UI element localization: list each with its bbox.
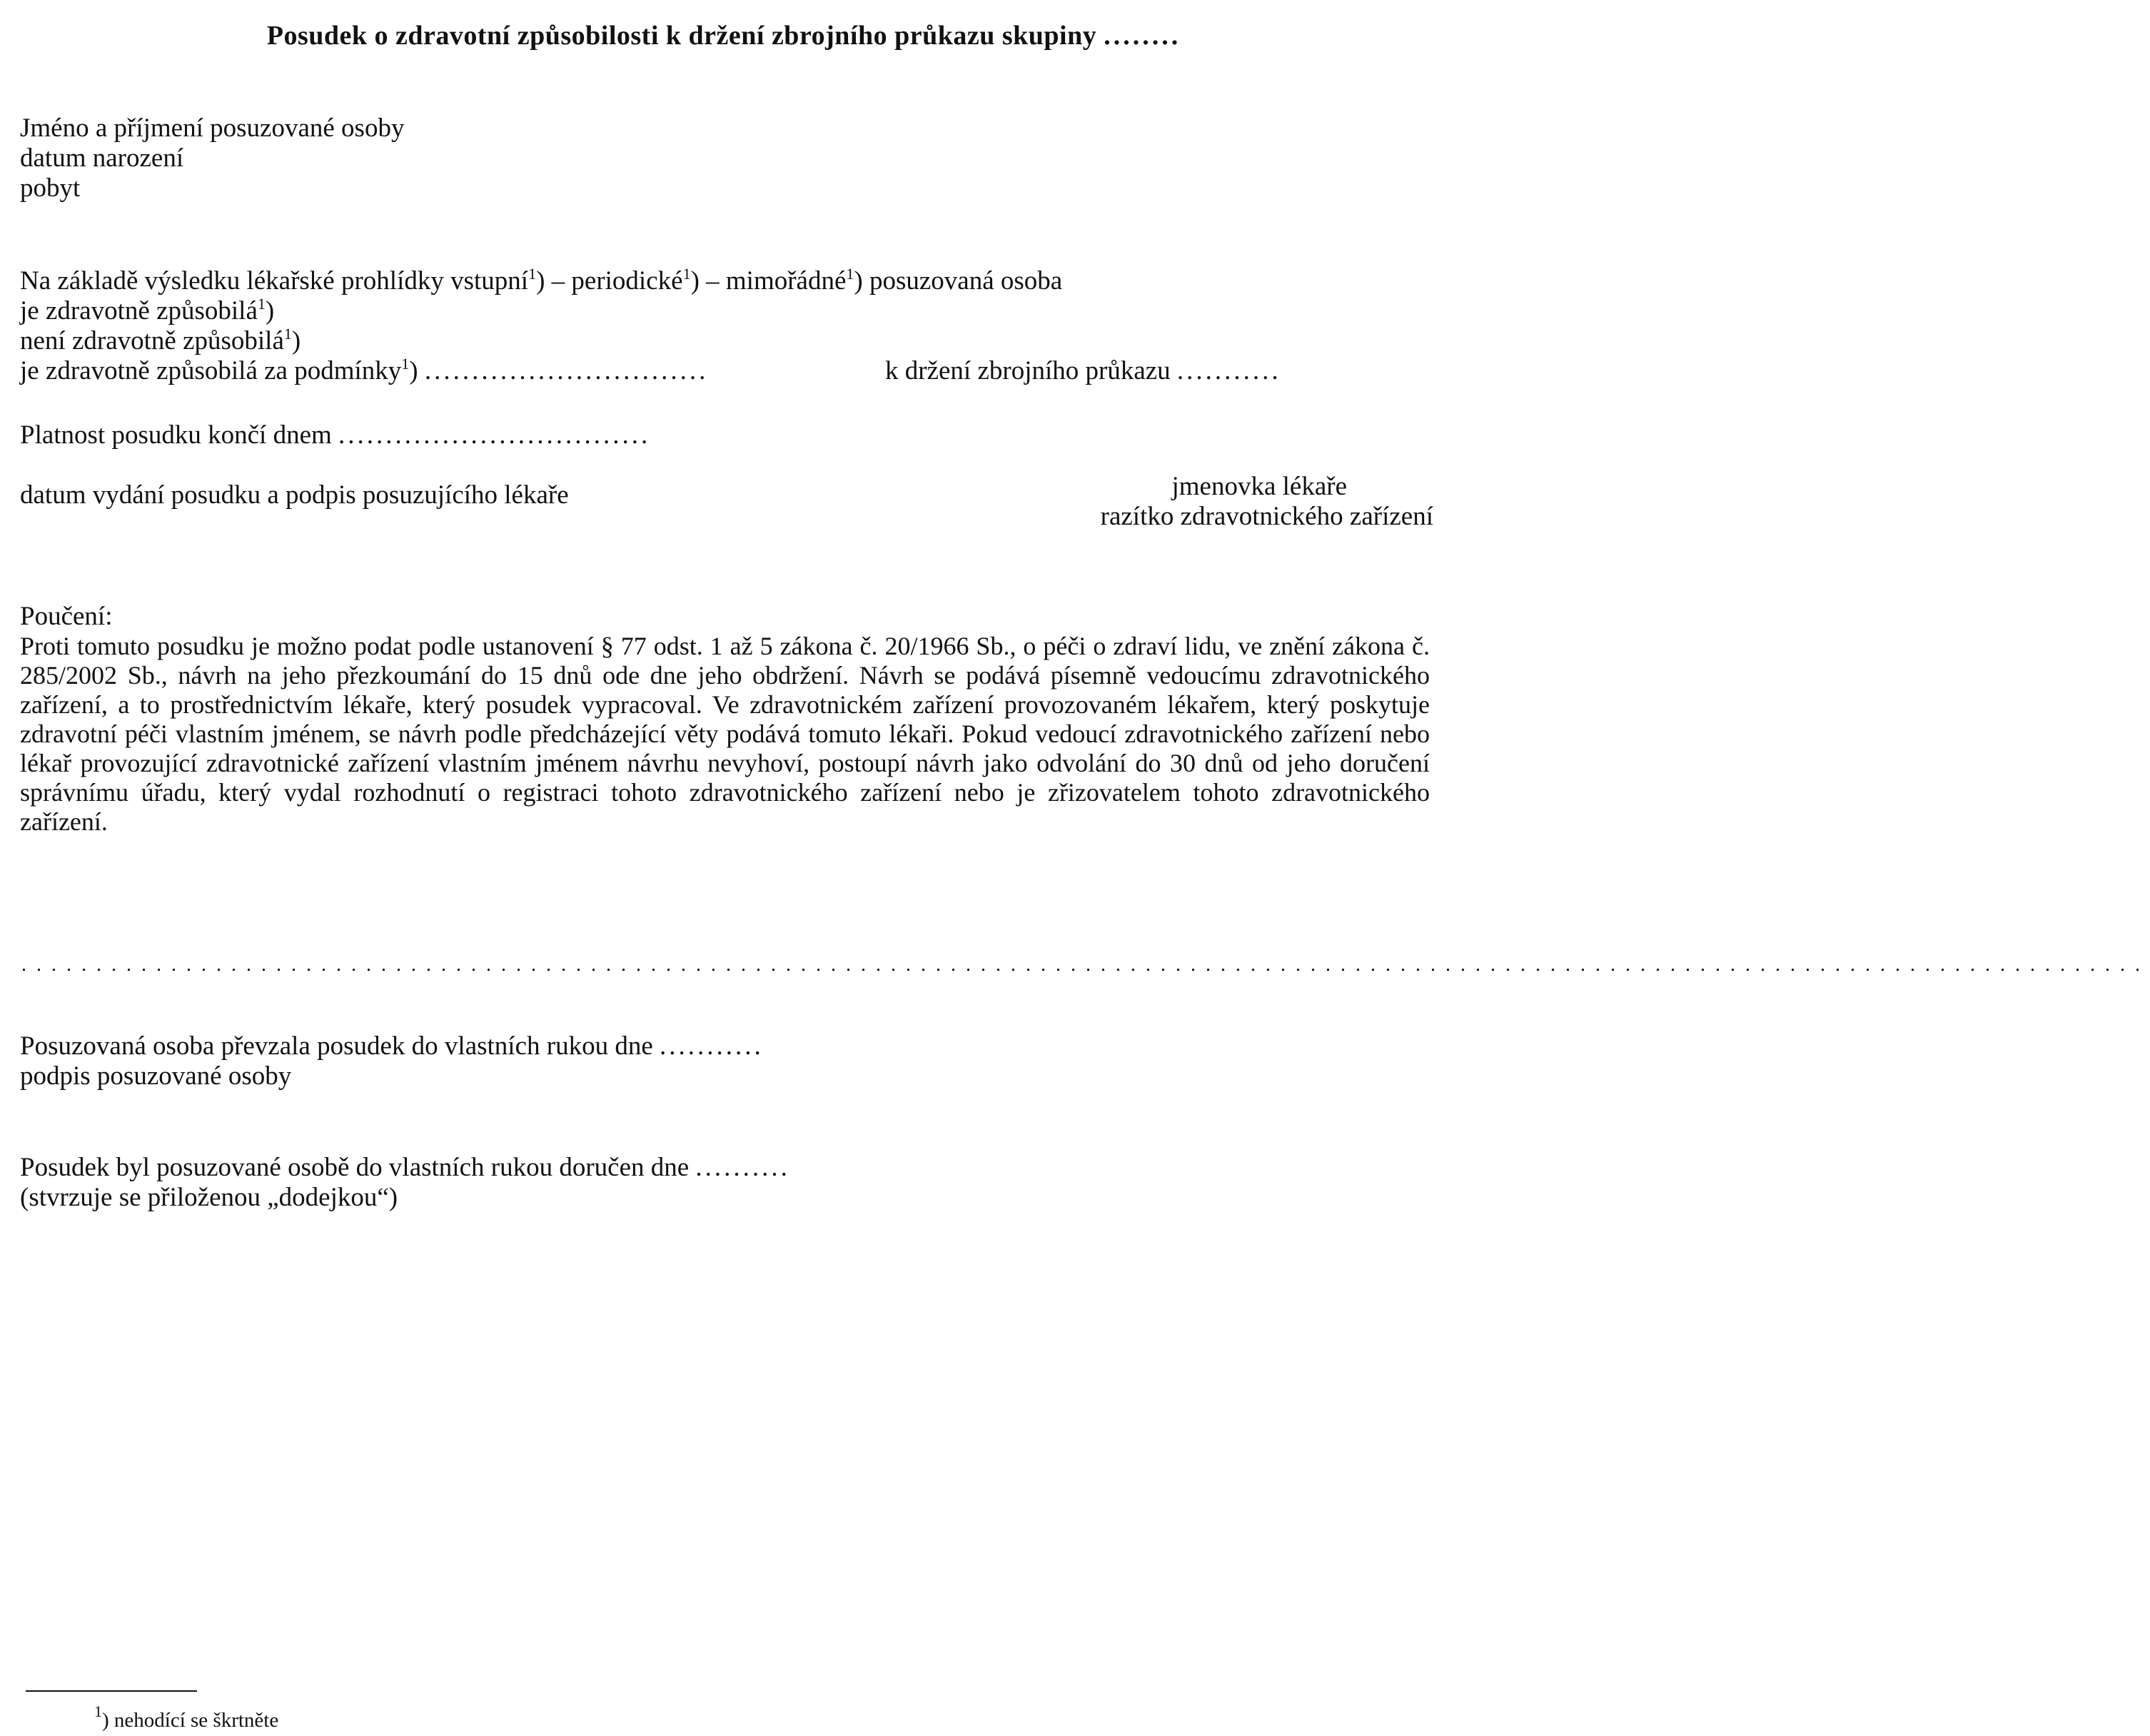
delivery-fill-dots: .......... [695, 1153, 790, 1182]
validity-fill-dots: ................................. [338, 420, 651, 450]
conditional-fill-dots: .............................. [424, 356, 709, 385]
title-fill-dots: ........ [1104, 21, 1181, 51]
exam-periodic-label: ) – periodické [536, 266, 683, 296]
option-conditional [20, 355, 708, 387]
option-conditional-text: je zdravotně způsobilá za podmínky [20, 356, 402, 385]
person-name-label: Jméno a příjmení posuzované osoby [20, 113, 405, 143]
receipt-fill-dots: ........... [660, 1031, 764, 1061]
holding-text: k držení zbrojního průkazu [885, 356, 1171, 385]
instruction-heading: Poučení: [20, 602, 113, 631]
paren: ) [291, 326, 301, 355]
signature-date-label: datum vydání posudku a podpis posuzujícího lékaře [20, 480, 569, 510]
footnote-rule [26, 1690, 197, 1692]
option-fit [20, 296, 274, 327]
doctor-name-tag-label: jmenovka lékaře [1171, 472, 1347, 501]
footnote-mark: 1 [94, 1702, 102, 1720]
instruction-text: Proti tomuto posudku je možno podat podle ustanovení § 77 odst. 1 až 5 zákona č. 20/1966 Sb., o péči o zdraví lidu, ve znění zákona č. 285/2002 Sb., návrh na jeho přezkoumání do 15 dnů ode dne jeho obdržení. Návrh se podává písemně vedoucímu zdravotnického zařízení, a to prostřednictvím lékaře, který posudek vypracoval. Ve zdravotnickém zařízení provozovaném lékařem, který poskytuje zdravotní péči vlastním jménem, se návrh podle předcházející věty podává tomuto lékaři. Pokud vedoucí zdravotnického zařízení nebo lékař provozující zdravotnické zařízení vlastním jménem návrhu nevyhoví, postoupí návrh jako odvolání do 30 dnů od jeho doručení správnímu úřadu, který vydal rozhodnutí o registraci tohoto zdravotnického zařízení nebo je zřizovatelem tohoto zdravotnického zařízení. [20, 632, 1430, 836]
option-unfit-text: není zdravotně způsobilá [20, 326, 284, 355]
delivery-date-label: Posudek byl posuzované osobě do vlastních rukou doručen dne [20, 1153, 690, 1182]
footnote-mark: 1 [528, 265, 537, 283]
footnote-mark: 1 [682, 265, 691, 283]
receipt-date-label: Posuzovaná osoba převzala posudek do vlastních rukou dne [20, 1031, 653, 1061]
receipt-signature-label: podpis posuzované osoby [20, 1061, 292, 1091]
holding-fill-dots: ........... [1176, 356, 1281, 385]
person-birth-label: datum narození [20, 143, 184, 173]
form-title-text: Posudek o zdravotní způsobilosti k držení zbrojního průkazu skupiny [266, 21, 1097, 51]
footnote [94, 1702, 279, 1736]
exam-extraordinary-label: ) – mimořádné [690, 266, 847, 296]
footnote-mark: 1 [257, 295, 266, 313]
option-unfit [20, 326, 301, 357]
receipt-line [20, 1031, 764, 1062]
footnote-mark: 1 [846, 265, 854, 283]
form-title [0, 20, 1448, 51]
person-residence-label: pobyt [20, 173, 81, 203]
paren: ) [409, 356, 418, 385]
validity-line [20, 420, 650, 451]
assessed-person-label: ) posuzovaná osoba [854, 266, 1063, 296]
option-fit-text: je zdravotně způsobilá [20, 296, 258, 326]
exam-entry-label: Na základě výsledku lékařské prohlídky vstupní [20, 266, 529, 296]
footnote-mark: 1 [401, 355, 410, 373]
footnote-text: ) nehodící se škrtněte [102, 1709, 279, 1732]
facility-stamp-label: razítko zdravotnického zařízení [1100, 502, 1433, 531]
holding-label [885, 355, 1281, 387]
separator-dots: .............................................................................................................................................. [21, 954, 2150, 976]
paren: ) [265, 296, 275, 326]
assessment-intro [20, 266, 1062, 297]
delivery-note: (stvrzuje se přiloženou „dodejkou“) [20, 1183, 398, 1212]
footnote-mark: 1 [283, 325, 292, 343]
validity-label: Platnost posudku končí dnem [20, 420, 332, 450]
delivery-line [20, 1152, 790, 1184]
